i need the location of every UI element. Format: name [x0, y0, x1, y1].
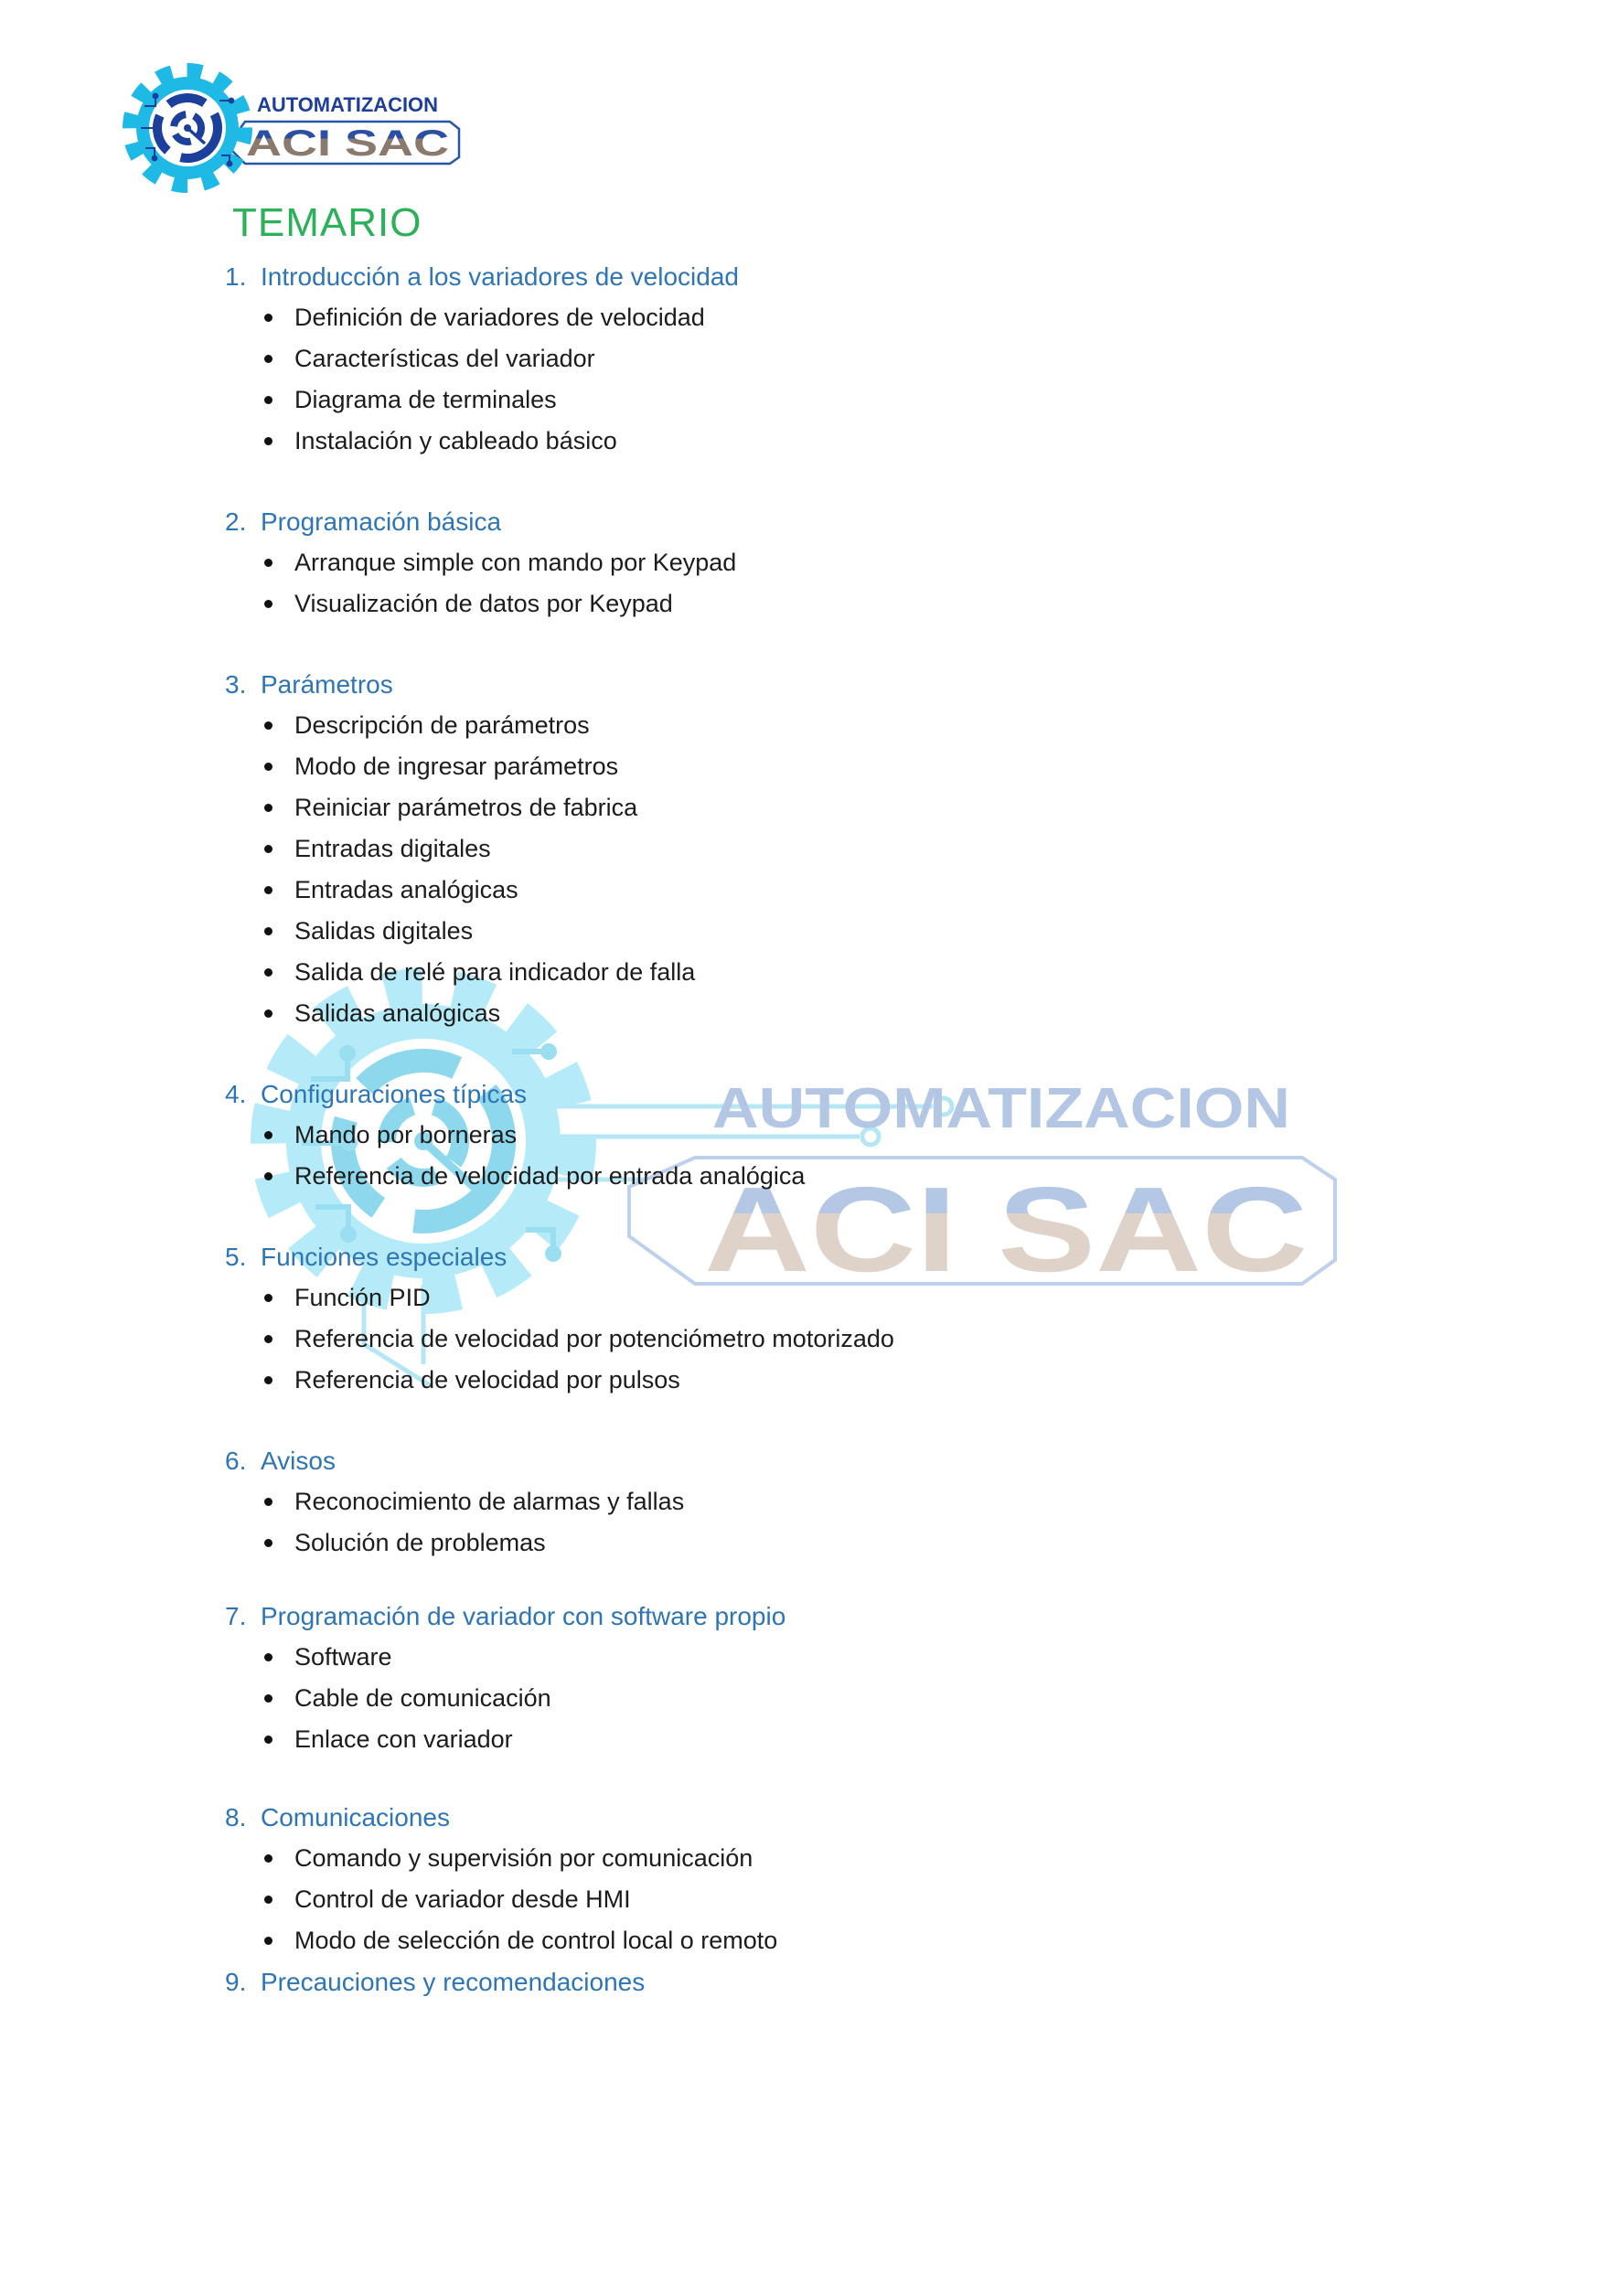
- toc-section-title: Introducción a los variadores de velocidad: [261, 262, 739, 291]
- toc-section-5: [225, 1236, 1459, 1401]
- watermark-brand-bottom: ACI SAC: [704, 1162, 1308, 1297]
- toc-section-title: Programación básica: [261, 507, 502, 536]
- toc-list: [225, 256, 1459, 2002]
- toc-bullet-item: Enlace con variador: [225, 1719, 1459, 1760]
- toc-section-6: [225, 1440, 1459, 1564]
- toc-section-heading: [225, 1236, 1459, 1277]
- toc-section-heading: [225, 1073, 1459, 1115]
- logo-brand-bottom: ACI SAC: [246, 123, 449, 164]
- toc-section-number: 8.: [225, 1803, 247, 1831]
- toc-bullet-item: Definición de variadores de velocidad: [225, 297, 1459, 338]
- toc-bullet-item: Cable de comunicación: [225, 1678, 1459, 1719]
- toc-bullet-list: [225, 705, 1459, 1034]
- company-logo: [117, 53, 469, 201]
- toc-section-heading: [225, 1961, 1459, 2002]
- toc-section-number: 4.: [225, 1080, 247, 1108]
- toc-bullet-item: Referencia de velocidad por entrada analógica: [225, 1156, 1459, 1197]
- toc-bullet-item: Modo de selección de control local o remoto: [225, 1920, 1459, 1961]
- toc-section-title: Programación de variador con software propio: [261, 1602, 786, 1630]
- toc-section-title: Configuraciones típicas: [261, 1080, 528, 1108]
- toc-bullet-item: Reiniciar parámetros de fabrica: [225, 787, 1459, 828]
- toc-section-title: Avisos: [261, 1447, 336, 1475]
- toc-bullet-list: [225, 542, 1459, 625]
- toc-section-heading: [225, 1596, 1459, 1637]
- toc-bullet-item: Comando y supervisión por comunicación: [225, 1838, 1459, 1879]
- toc-bullet-item: Salidas digitales: [225, 911, 1459, 952]
- toc-section-title: Precauciones y recomendaciones: [261, 1968, 646, 1996]
- toc-section-heading: [225, 664, 1459, 705]
- toc-bullet-item: Características del variador: [225, 338, 1459, 379]
- page-title: TEMARIO: [232, 200, 422, 245]
- toc-bullet-item: Referencia de velocidad por potenciómetro motorizado: [225, 1319, 1459, 1360]
- toc-section-title: Comunicaciones: [261, 1803, 450, 1831]
- toc-bullet-item: Reconocimiento de alarmas y fallas: [225, 1481, 1459, 1522]
- toc-bullet-item: Descripción de parámetros: [225, 705, 1459, 746]
- toc-bullet-item: Salidas analógicas: [225, 993, 1459, 1034]
- toc-section-4: [225, 1073, 1459, 1197]
- toc-bullet-list: [225, 1481, 1459, 1564]
- toc-section-title: Funciones especiales: [261, 1243, 508, 1271]
- toc-bullet-item: Mando por borneras: [225, 1115, 1459, 1156]
- toc-bullet-item: Arranque simple con mando por Keypad: [225, 542, 1459, 583]
- toc-section-number: 2.: [225, 507, 247, 536]
- toc-section-7: [225, 1596, 1459, 1760]
- toc-bullet-item: Entradas analógicas: [225, 870, 1459, 911]
- toc-section-heading: [225, 501, 1459, 542]
- toc-section-number: 3.: [225, 670, 247, 699]
- toc-bullet-list: [225, 1115, 1459, 1197]
- toc-bullet-item: Función PID: [225, 1277, 1459, 1319]
- toc-bullet-list: [225, 1838, 1459, 1961]
- logo-brand-top: AUTOMATIZACION: [257, 93, 438, 116]
- toc-bullet-item: Instalación y cableado básico: [225, 421, 1459, 462]
- toc-section-8: [225, 1797, 1459, 1961]
- toc-bullet-item: Entradas digitales: [225, 828, 1459, 870]
- toc-section-heading: [225, 1440, 1459, 1481]
- toc-section-number: 6.: [225, 1447, 247, 1475]
- toc-section-number: 5.: [225, 1243, 247, 1271]
- toc-section-1: [225, 256, 1459, 462]
- toc-section-number: 9.: [225, 1968, 247, 1996]
- toc-bullet-list: [225, 1277, 1459, 1401]
- toc-bullet-item: Software: [225, 1637, 1459, 1678]
- toc-section-heading: [225, 1797, 1459, 1838]
- toc-section-3: [225, 664, 1459, 1034]
- toc-bullet-item: Control de variador desde HMI: [225, 1879, 1459, 1920]
- watermark-brand-top: AUTOMATIZACION: [712, 1077, 1290, 1140]
- toc-bullet-item: Visualización de datos por Keypad: [225, 583, 1459, 625]
- toc-section-heading: [225, 256, 1459, 297]
- toc-section-2: [225, 501, 1459, 625]
- toc-section-title: Parámetros: [261, 670, 393, 699]
- logo-gear-icon: [131, 71, 244, 185]
- document-body: [225, 200, 1459, 2002]
- toc-bullet-list: [225, 1637, 1459, 1760]
- toc-section-number: 7.: [225, 1602, 247, 1630]
- toc-bullet-list: [225, 297, 1459, 462]
- toc-bullet-item: Solución de problemas: [225, 1522, 1459, 1564]
- toc-bullet-item: Diagrama de terminales: [225, 379, 1459, 421]
- toc-bullet-item: Referencia de velocidad por pulsos: [225, 1360, 1459, 1401]
- toc-bullet-item: Modo de ingresar parámetros: [225, 746, 1459, 787]
- toc-bullet-item: Salida de relé para indicador de falla: [225, 952, 1459, 993]
- toc-section-9: [225, 1961, 1459, 2002]
- toc-section-number: 1.: [225, 262, 247, 291]
